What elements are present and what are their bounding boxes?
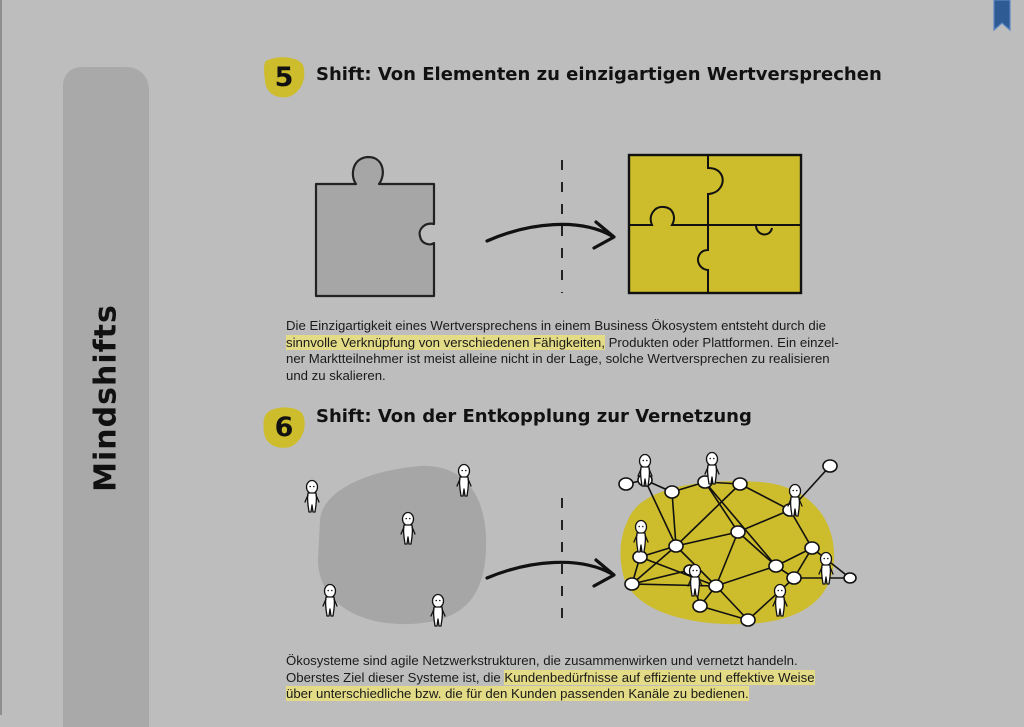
shift6-paragraph [286,653,846,703]
shift5-para-line: und zu skalieren. [286,367,386,383]
shift5-heading: Shift: Von Elementen zu einzigartigen Wertversprechen [316,64,882,85]
shift6-highlight: Kundenbedürfnisse auf effiziente und effektive Weise [504,669,815,685]
shift6-arrow-icon [487,560,614,586]
shift5-para-text: Produkten oder Plattformen. Ein einzel- [604,334,839,350]
shift6-para-line [286,670,846,687]
sidebar-title: Mindshifts [88,304,124,492]
shift6-para-text: Oberstes Ziel dieser Systeme ist, die [286,669,505,685]
shift5-para-line: Die Einzigartigkeit eines Wertversprechens in einem Business Ökosystem entsteht durch die [286,318,826,333]
shift6-para-line [286,686,846,703]
connected-network-icon [619,453,856,627]
shift5-number: 5 [274,61,294,93]
shift6-highlight: über unterschiedliche bzw. die für den Kunden passenden Kanäle zu bedienen. [286,686,749,702]
shift6-heading: Shift: Von der Entkopplung zur Vernetzung [316,406,752,427]
shift6-number: 6 [274,411,294,443]
shift6-para-line: Ökosysteme sind agile Netzwerkstrukturen, die zusammenwirken und vernetzt handeln. [286,653,798,668]
shift5-para-line: ner Marktteilnehmer ist meist alleine nicht in der Lage, solche Wertversprechen zu realisieren [286,351,830,367]
shift5-highlight: sinnvolle Verknüpfung von verschiedenen Fähigkeiten, [286,334,605,350]
